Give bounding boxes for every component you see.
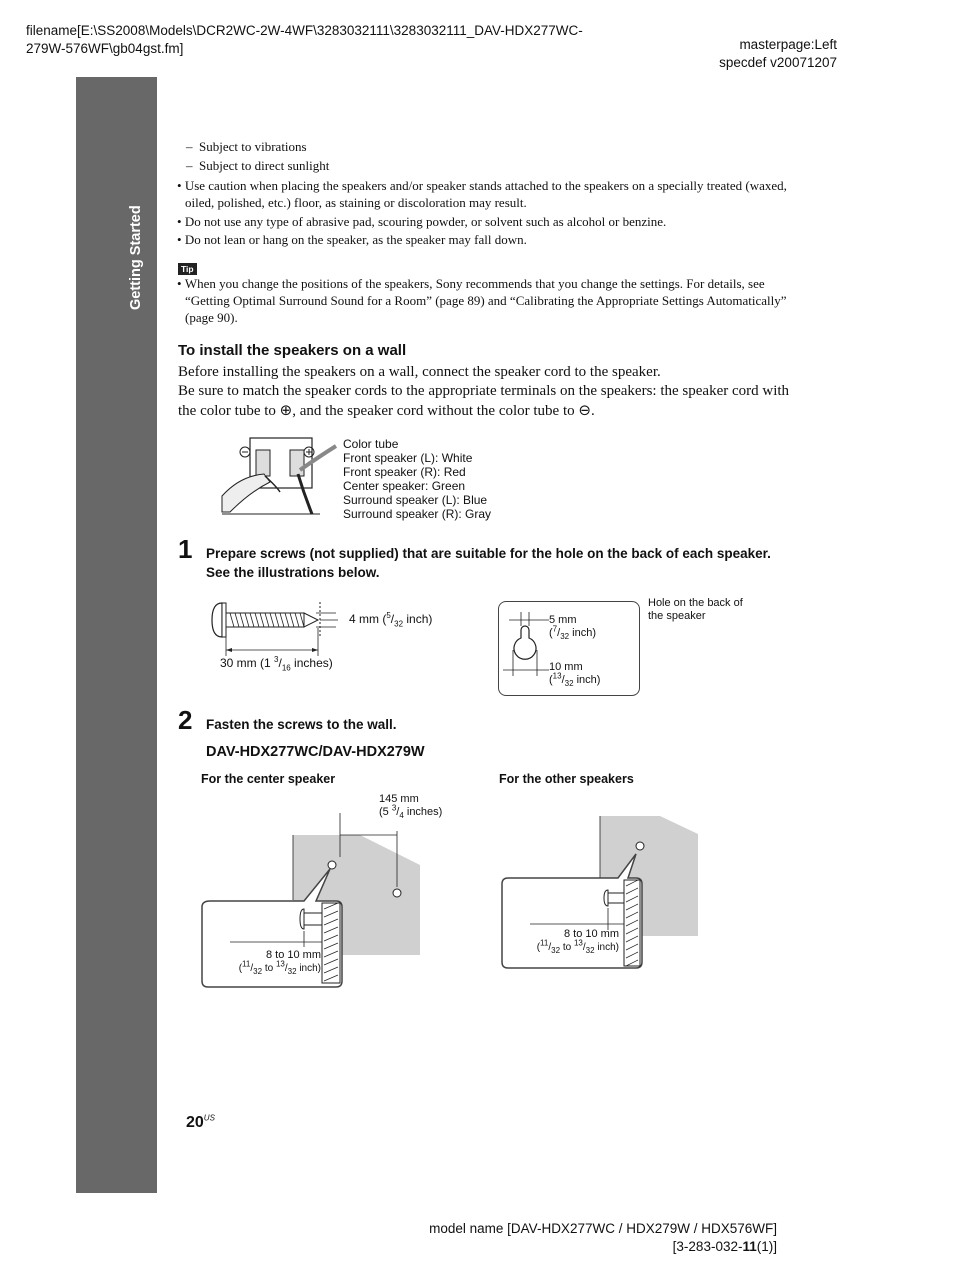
center-gap-label: 8 to 10 mm ($^{11}/_{32}$ to $^{13}/_{32}$ inch) [238,949,321,976]
masterpage-label: masterpage:Left [739,37,837,52]
caution-bullet-2: • Do not use any type of abrasive pad, scouring powder, or solvent such as alcohol or benzine. [177,214,667,229]
tip-badge: Tip [178,263,197,275]
hole-top-label: 5 mm ($^7/_{32}$ inch) [549,614,596,642]
filename-header [26,22,583,58]
page-number: $20^{US}$ [186,1113,215,1131]
color-tube-legend: Color tube Front speaker (L): White Front speaker (R): Red Center speaker: Green Surround speaker (L): Blue Surround speaker (R): Gray [343,437,492,521]
footer-model-name: model name [DAV-HDX277WC / HDX279W / HDX576WF] [429,1221,777,1236]
caution-bullet-1: • Use caution when placing the speakers and/or speaker stands attached to the speakers on a specially treated (waxed, oiled, polished, etc.) floor, as staining or discoloration may result. [177,178,787,210]
screw-illustration [208,598,338,658]
screw-diameter-label: 4 mm ($^5/_{32}$ inch) [349,611,433,629]
specdef-label: specdef v20071207 [719,55,837,70]
tip-text: • When you change the positions of the speakers, Sony recommends that you change the settings. For details, see “Getting Optimal Surround Sound for a Room” (page 89) and “Calibrating the Appropriate Settings Automatically” (page 90). [177,276,787,325]
speaker-terminal-illustration [220,436,340,516]
hole-bottom-label: 10 mm ($^{13}/_{32}$ inch) [549,661,601,689]
other-speakers-heading: For the other speakers [499,772,634,786]
filename-line-1: filename[E:\SS2008\Models\DCR2WC-2W-4WF\3283032111\3283032111_DAV-HDX277WC- [26,23,583,38]
step-1-text: Prepare screws (not supplied) that are suitable for the hole on the back of each speaker. See the illustrations below. [206,546,771,580]
footer [429,1220,777,1256]
caution-bullet-3: • Do not lean or hang on the speaker, as the speaker may fall down. [177,232,527,247]
step-2-text: Fasten the screws to the wall. [206,717,397,732]
center-speaker-heading: For the center speaker [201,772,336,786]
step-2-number: 2 [178,705,193,735]
minus-terminal-icon: ⊖ [578,401,591,419]
hole-caption: Hole on the back of the speaker [648,597,743,622]
masterpage-header [719,36,837,72]
other-gap-label: 8 to 10 mm ($^{11}/_{32}$ to $^{13}/_{32}$ inch) [536,928,619,955]
center-spacing-label: 145 mm (5 $^3/_4$ inches) [379,793,443,821]
section-title: To install the speakers on a wall [178,342,407,359]
section-paragraph: Before installing the speakers on a wall, connect the speaker cord to the speaker. Be sure to match the speaker cords to the appropriate terminals on the speakers: the speaker cord with the color tube to ⊕, and the speaker cord without the color tube to ⊖. [178,364,790,419]
filename-line-2: 279W-576WF\gb04gst.fm] [26,41,184,56]
step-1-number: 1 [178,534,193,564]
dash-item-1: – Subject to vibrations [186,139,307,154]
dash-item-2: – Subject to direct sunlight [186,158,330,173]
sidebar [76,77,157,1193]
plus-terminal-icon: ⊕ [279,401,293,419]
screw-length-label: 30 mm (1 $^3/_{16}$ inches) [220,655,333,673]
keyhole-illustration [503,606,553,692]
footer-code: [3-283-032-11(1)] [672,1239,777,1254]
sidebar-label: Getting Started [128,205,144,310]
model-heading: DAV-HDX277WC/DAV-HDX279W [206,744,425,760]
